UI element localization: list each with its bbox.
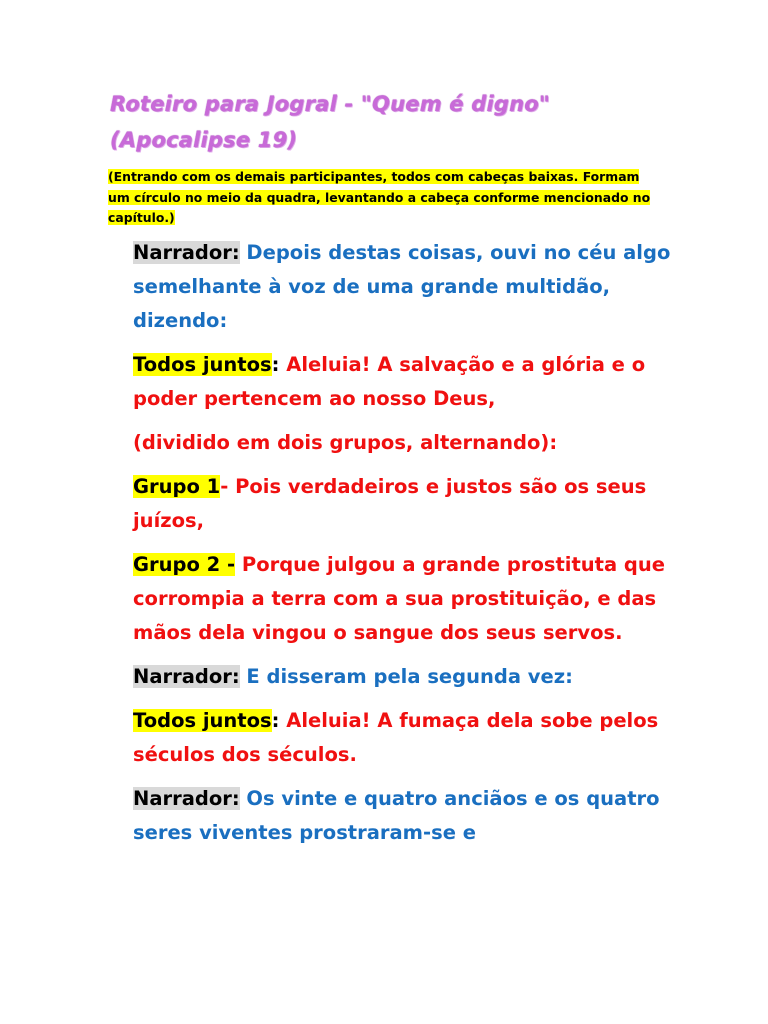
line-text: Porque julgou a grande prostituta que corrompia a terra com a sua prostituição, e das mãos dela vingou o sangue dos seus servos.: [133, 553, 665, 644]
speaker-grupo-2: Grupo 2 -: [133, 553, 236, 576]
line-text: - Pois verdadeiros e justos são os seus juízos,: [133, 475, 647, 532]
script-line-todos-2: [133, 704, 673, 772]
speaker-separator: :: [271, 353, 280, 376]
speaker-grupo-1: Grupo 1: [133, 475, 221, 498]
script-line-grupo-2: [133, 548, 673, 650]
document-title: [110, 86, 670, 158]
speaker-todos-juntos: Todos juntos: [133, 353, 272, 376]
line-text: Depois destas coisas, ouvi no céu algo semelhante à voz de uma grande multidão, dizendo:: [133, 241, 671, 332]
script-line-narrador-1: [133, 236, 673, 338]
script-body: [133, 236, 673, 860]
line-text: Os vinte e quatro anciãos e os quatro seres viventes prostraram-se e: [133, 787, 660, 844]
stage-direction: [108, 167, 664, 229]
title-line-2: (Apocalipse 19): [110, 128, 298, 152]
script-line-narrador-2: [133, 660, 673, 694]
speaker-narrador: Narrador:: [133, 241, 240, 264]
script-line-todos-1: [133, 348, 673, 416]
script-line-instruction: (dividido em dois grupos, alternando):: [133, 431, 558, 454]
speaker-narrador: Narrador:: [133, 787, 240, 810]
line-text: Aleluia! A fumaça dela sobe pelos séculos dos séculos.: [133, 709, 659, 766]
stage-direction-text: (Entrando com os demais participantes, todos com cabeças baixas. Formam um círculo no meio da quadra, levantando a cabeça conforme mencionado no capítulo.): [108, 169, 651, 225]
script-line-narrador-3: [133, 782, 673, 850]
speaker-separator: :: [271, 709, 280, 732]
line-text: E disseram pela segunda vez:: [239, 665, 573, 688]
speaker-todos-juntos: Todos juntos: [133, 709, 272, 732]
title-line-1: Roteiro para Jogral - "Quem é digno": [110, 92, 551, 116]
line-text: Aleluia! A salvação e a glória e o poder pertencem ao nosso Deus,: [133, 353, 646, 410]
speaker-narrador: Narrador:: [133, 665, 240, 688]
script-line-grupo-1: [133, 470, 673, 538]
